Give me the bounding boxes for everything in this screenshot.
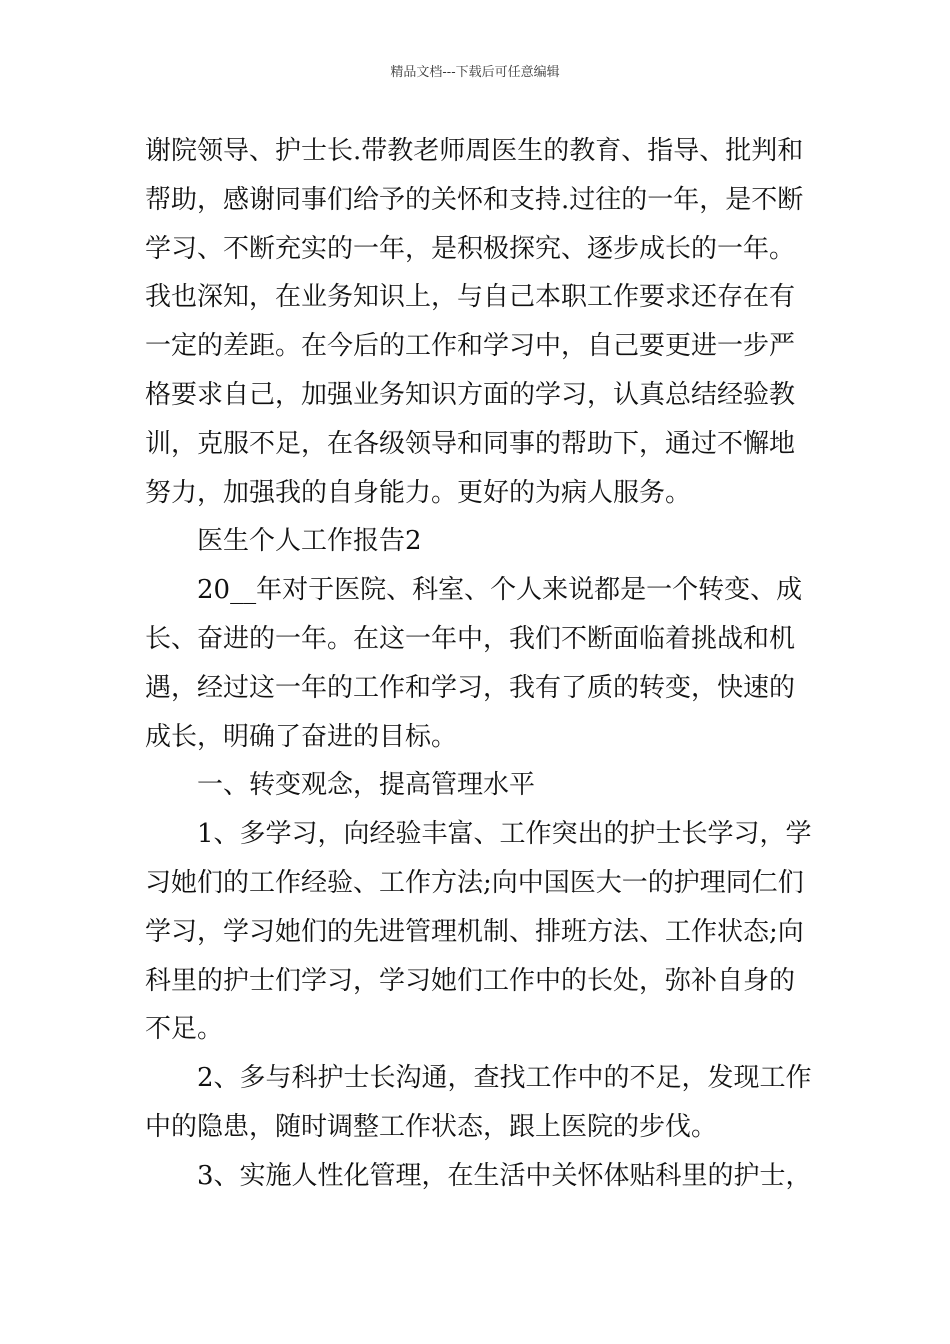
text-line: 中的隐患，随时调整工作状态，跟上医院的步伐。 [145, 1111, 718, 1142]
paragraph-item-3 [145, 1152, 810, 1201]
text-line: 成长，明确了奋进的目标。 [145, 721, 458, 752]
text-line: 长、奋进的一年。在这一年中，我们不断面临着挑战和机 [145, 623, 796, 654]
text-line: 一定的差距。在今后的工作和学习中，自己要更进一步严 [145, 331, 796, 362]
paragraph-item-1 [145, 810, 810, 1054]
text-line: 不足。 [145, 1014, 224, 1045]
text-line: 习她们的工作经验、工作方法;向中国医大一的护理同仁们 [145, 867, 804, 898]
document-body [145, 127, 810, 1201]
text-line: 训，克服不足，在各级领导和同事的帮助下，通过不懈地 [145, 428, 796, 459]
heading-line: 医生个人工作报告2 [145, 526, 422, 557]
paragraph-item-2 [145, 1054, 810, 1152]
text-line: 20__年对于医院、科室、个人来说都是一个转变、成 [145, 575, 803, 606]
text-line: 谢院领导、护士长.带教老师周医生的教育、指导、批判和 [145, 136, 804, 166]
text-line: 努力，加强我的自身能力。更好的为病人服务。 [145, 477, 692, 508]
text-line: 格要求自己，加强业务知识方面的学习，认真总结经验教 [145, 379, 796, 410]
paragraph-closing [145, 127, 810, 517]
text-line: 2、多与科护士长沟通，查找工作中的不足，发现工作 [145, 1063, 812, 1094]
text-line: 学习，学习她们的先进管理机制、排班方法、工作状态;向 [145, 916, 804, 947]
text-line: 帮助，感谢同事们给予的关怀和支持.过往的一年，是不断 [145, 184, 804, 215]
section-heading [145, 517, 810, 566]
text-line: 科里的护士们学习，学习她们工作中的长处，弥补自身的 [145, 965, 796, 996]
text-line: 学习、不断充实的一年，是积极探究、逐步成长的一年。 [145, 233, 796, 264]
heading-line: 一、转变观念，提高管理水平 [145, 770, 536, 801]
page-header: 精品文档---下载后可任意编辑 [390, 65, 560, 80]
text-line: 遇，经过这一年的工作和学习，我有了质的转变，快速的 [145, 672, 796, 703]
text-line: 3、实施人性化管理，在生活中关怀体贴科里的护士， [145, 1160, 812, 1191]
subsection-heading [145, 761, 810, 810]
text-line: 我也深知，在业务知识上，与自己本职工作要求还存在有 [145, 282, 796, 313]
text-line: 1、多学习，向经验丰富、工作突出的护士长学习，学 [145, 819, 812, 850]
paragraph-intro [145, 566, 810, 761]
